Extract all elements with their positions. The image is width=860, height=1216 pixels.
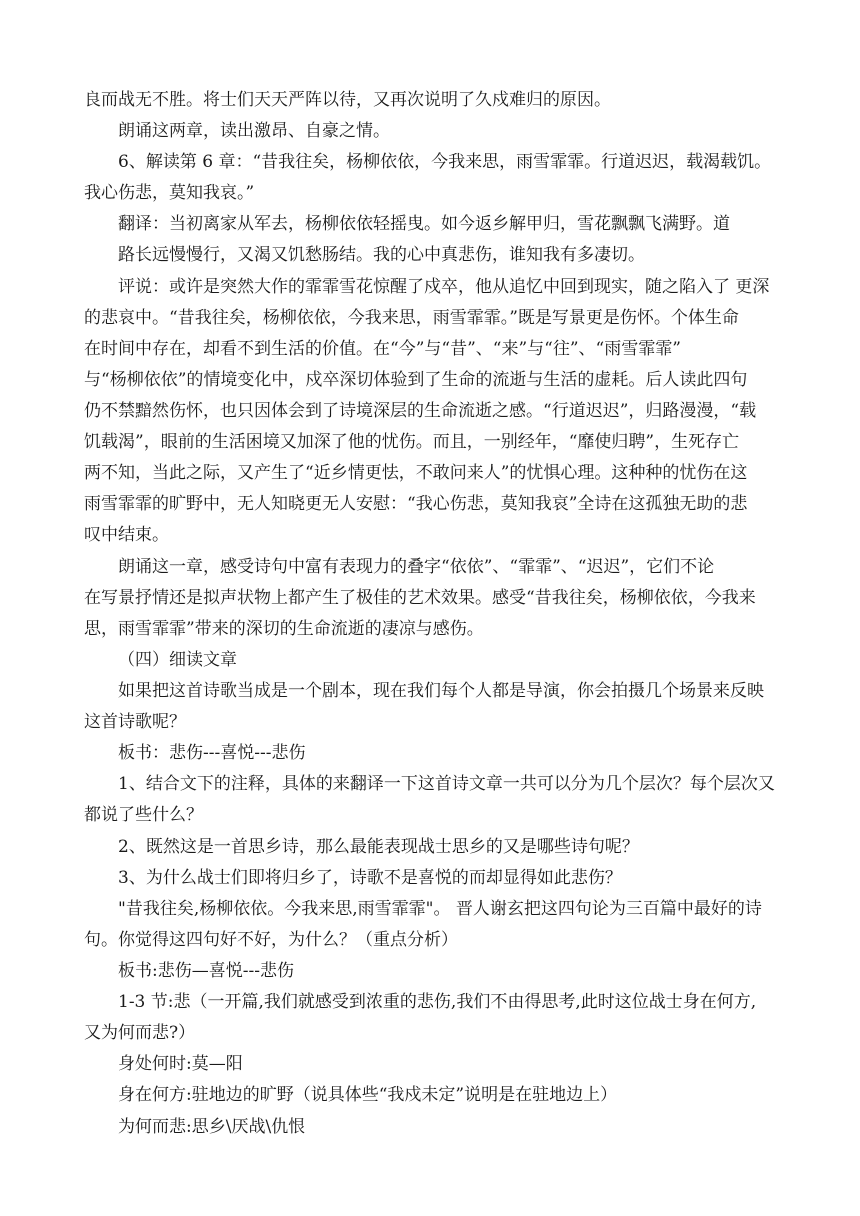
section-heading: （四）细读文章 (118, 650, 237, 670)
text-line: 评说：或许是突然大作的霏霏雪花惊醒了戍卒，他从追忆中回到现实，随之陷入了 更深 (118, 277, 770, 297)
text-line: 3、为什么战士们即将归乡了，诗歌不是喜悦的而却显得如此悲伤？ (118, 868, 622, 888)
text-line: 身处何时:莫—阳 (118, 1054, 243, 1074)
text-line: 6、解读第 6 章：“昔我往矣，杨柳依依，今我来思，雨雪霏霏。行道迟迟，载渴载饥。 (118, 152, 772, 172)
text-line: 2、既然这是一首思乡诗，那么最能表现战士思乡的又是哪些诗句呢？ (118, 837, 639, 857)
text-line: 翻译：当初离家从军去，杨柳依依轻摇曳。如今返乡解甲归，雪花飘飘飞满野。道 (118, 214, 730, 234)
text-line: 在写景抒情还是拟声状物上都产生了极佳的艺术效果。感受“昔我往矣，杨柳依依，今我来 (84, 588, 756, 608)
text-line: 身在何方:驻地边的旷野（说具体些“我戍未定”说明是在驻地边上） (118, 1085, 618, 1105)
text-line: 思，雨雪霏霏”带来的深切的生命流逝的凄凉与感伤。 (84, 619, 484, 639)
text-line: 都说了些什么？ (84, 805, 203, 825)
text-line: 朗诵这一章，感受诗句中富有表现力的叠字“依依”、“霏霏”、“迟迟”，它们不论 (118, 557, 715, 577)
text-line: 的悲哀中。“昔我往矣，杨柳依依，今我来思，雨雪霏霏。”既是写景更是伤怀。个体生命 (84, 308, 739, 328)
text-line: 我心伤悲，莫知我哀。” (84, 183, 255, 203)
text-line: 1、结合文下的注释，具体的来翻译一下这首诗文章一共可以分为几个层次？每个层次又 (118, 774, 775, 794)
text-line: 又为何而悲?） (84, 1023, 196, 1043)
text-line: 雨雪霏霏的旷野中，无人知晓更无人安慰：“我心伤悲，莫知我哀”全诗在这孤独无助的悲 (84, 494, 748, 514)
text-line: 这首诗歌呢？ (84, 712, 186, 732)
text-line: 句。你觉得这四句好不好，为什么？（重点分析） (84, 930, 458, 950)
text-line: 朗诵这两章，读出激昂、自豪之情。 (118, 121, 390, 141)
text-line: 饥载渴”，眼前的生活困境又加深了他的忧伤。而且，一别经年，“靡使归聘”，生死存亡 (84, 432, 740, 452)
text-line: 1-3 节:悲（一开篇,我们就感受到浓重的悲伤,我们不由得思考,此时这位战士身在何方, (118, 992, 757, 1012)
text-line: 叹中结束。 (84, 525, 169, 545)
text-line: 与“杨柳依依”的情境变化中，戍卒深切体验到了生命的流逝与生活的虚耗。后人读此四句 (84, 370, 748, 390)
text-line: 为何而悲:思乡\厌战\仇恨 (118, 1117, 306, 1137)
text-line: 良而战无不胜。将士们天天严阵以待，又再次说明了久戍难归的原因。 (84, 90, 611, 110)
text-line: 板书：悲伤---喜悦---悲伤 (118, 743, 306, 763)
text-line: 板书:悲伤—喜悦---悲伤 (118, 961, 294, 981)
text-line: 两不知，当此之际，又产生了“近乡情更怯，不敢问来人”的忧惧心理。这种种的忧伤在这 (84, 463, 748, 483)
text-line: 路长远慢慢行，又渴又饥愁肠结。我的心中真悲伤，谁知我有多凄切。 (118, 245, 645, 265)
text-line: 仍不禁黯然伤怀，也只因体会到了诗境深层的生命流逝之感。“行道迟迟”，归路漫漫，“载 (84, 401, 757, 421)
text-line: 如果把这首诗歌当成是一个剧本，现在我们每个人都是导演，你会拍摄几个场景来反映 (118, 681, 764, 701)
text-line: "昔我往矣,杨柳依依。今我来思,雨雪霏霏"。 晋人谢玄把这四句论为三百篇中最好的诗 (118, 899, 762, 919)
text-line: 在时间中存在，却看不到生活的价值。在“今”与“昔”、“来”与“往”、“雨雪霏霏” (84, 339, 681, 359)
